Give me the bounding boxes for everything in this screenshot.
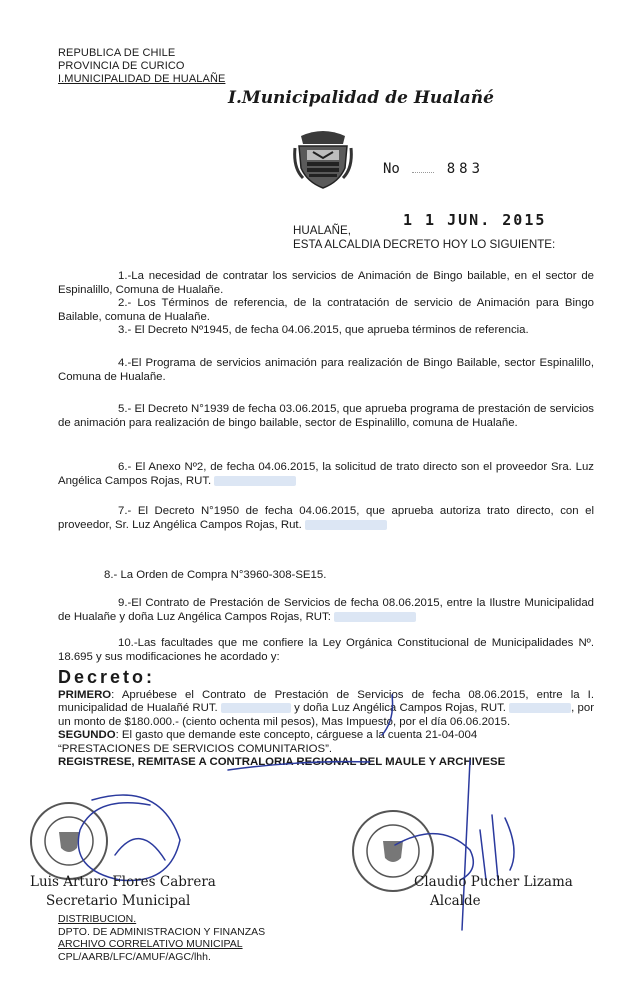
redacted-rut [214,476,296,486]
considerando-9-block [58,597,594,624]
coat-of-arms-icon [293,128,353,190]
decreto-heading: Decreto: [58,667,156,687]
considerando-5: 5.- El Decreto N°1939 de fecha 03.06.2015, que aprueba programa de prestación de servicios de animación para realización de bingo bailable, sector de Espinalillo, comuna de Hualañe. [58,403,594,429]
letterhead-title: I.Municipalidad de Hualañé [228,88,494,108]
closing-statement: REGISTRESE, REMITASE A CONTRALORIA REGIONAL DEL MAULE Y ARCHIVESE [58,756,506,769]
secretary-stamp-icon [28,800,110,882]
primero-label: PRIMERO [58,689,112,701]
considerando-7-block [58,505,594,532]
mayor-name: Claudio Pucher Lizama [414,874,573,890]
redacted-rut [509,703,571,713]
segundo-text-a: : El gasto que demande este concepto, cárguese a la cuenta 21-04-004 [115,729,478,742]
considerando-4-block [58,357,594,384]
redacted-rut [334,612,416,622]
municipality-line: I.MUNICIPALIDAD DE HUALAÑE [58,73,226,85]
distribution-block [58,913,265,963]
redacted-rut [305,520,387,530]
segundo-label: SEGUNDO [58,729,116,742]
considerando-9: 9.-El Contrato de Prestación de Servicios de fecha 08.06.2015, entre la Ilustre Municipalidad de Hualañe y doña Luz Angélica Campos Rojas, RUT: [58,597,594,623]
considerando-10-block [58,637,594,664]
resolutions-block [58,689,594,769]
considerando-1-2-3 [58,270,594,338]
distribution-initials: CPL/AARB/LFC/AMUF/AGC/lhh. [58,950,211,963]
primero-text-b: y doña Luz Angélica Campos Rojas, RUT. [294,702,506,715]
primero-text-c: , por un monto de $180.000.- (ciento ochenta mil pesos), Mas Impuesto, por el día 06.06.2015. [58,702,594,728]
secretary-title: Secretario Municipal [46,893,191,909]
considerando-3: 3.- El Decreto Nº1945, de fecha 04.06.2015, que aprueba términos de referencia. [118,324,529,337]
mayor-title: Alcalde [430,893,481,909]
number-prefix: No [383,161,400,177]
decree-number [383,161,484,177]
segundo-text-b: “PRESTACIONES DE SERVICIOS COMUNITARIOS”. [58,742,333,755]
intro-block [293,224,555,252]
considerando-2: 2.- Los Términos de referencia, de la contratación de servicio de Animación para Bingo Bailable, comuna de Hualañe. [58,297,594,323]
secretary-name: Luis Arturo Flores Cabrera [30,874,216,890]
considerando-6: 6.- El Anexo Nº2, de fecha 04.06.2015, la solicitud de trato directo son el proveedor Sra. Luz Angélica Campos Rojas, RUT. [58,461,594,487]
header-block [58,47,225,86]
considerando-1: 1.-La necesidad de contratar los servicios de Animación de Bingo bailable, en el sector de Espinalillo, Comuna de Hualañe. [58,270,594,296]
distribution-item: ARCHIVO CORRELATIVO MUNICIPAL [58,938,243,950]
considerando-6-block [58,461,594,488]
distribution-title: DISTRIBUCION. [58,913,137,925]
province-line: PROVINCIA DE CURICO [58,60,185,72]
redacted-rut [221,703,291,713]
considerando-10: 10.-Las facultades que me confiere la Ley Orgánica Constitucional de Municipalidades Nº. 18.695 y sus modificaciones he acordado y: [58,637,594,663]
intro-place: HUALAÑE, [293,224,351,237]
considerando-4: 4.-El Programa de servicios animación para realización de Bingo Bailable, sector Espinalillo, Comuna de Hualañe. [58,357,594,383]
country-line: REPUBLICA DE CHILE [58,47,176,59]
distribution-item: DPTO. DE ADMINISTRACION Y FINANZAS [58,925,266,938]
intro-statement: ESTA ALCALDIA DECRETO HOY LO SIGUIENTE: [293,238,556,251]
primero-text-a: : Apruébese el Contrato de Prestación de Servicios de fecha 08.06.2015, entre la I. municipalidad de Hualañé RUT. [58,689,594,715]
number-value: 883 [446,161,485,177]
considerando-7: 7.- El Decreto N°1950 de fecha 04.06.2015, que aprueba autoriza trato directo, con el proveedor, Sr. Luz Angélica Campos Rojas, Rut. [58,505,594,531]
date-stamp: 1 1 JUN. 2015 [403,211,547,229]
considerando-8-block [58,569,594,583]
considerando-5-block [58,403,594,430]
considerando-8: 8.- La Orden de Compra N°3960-308-SE15. [104,569,327,581]
